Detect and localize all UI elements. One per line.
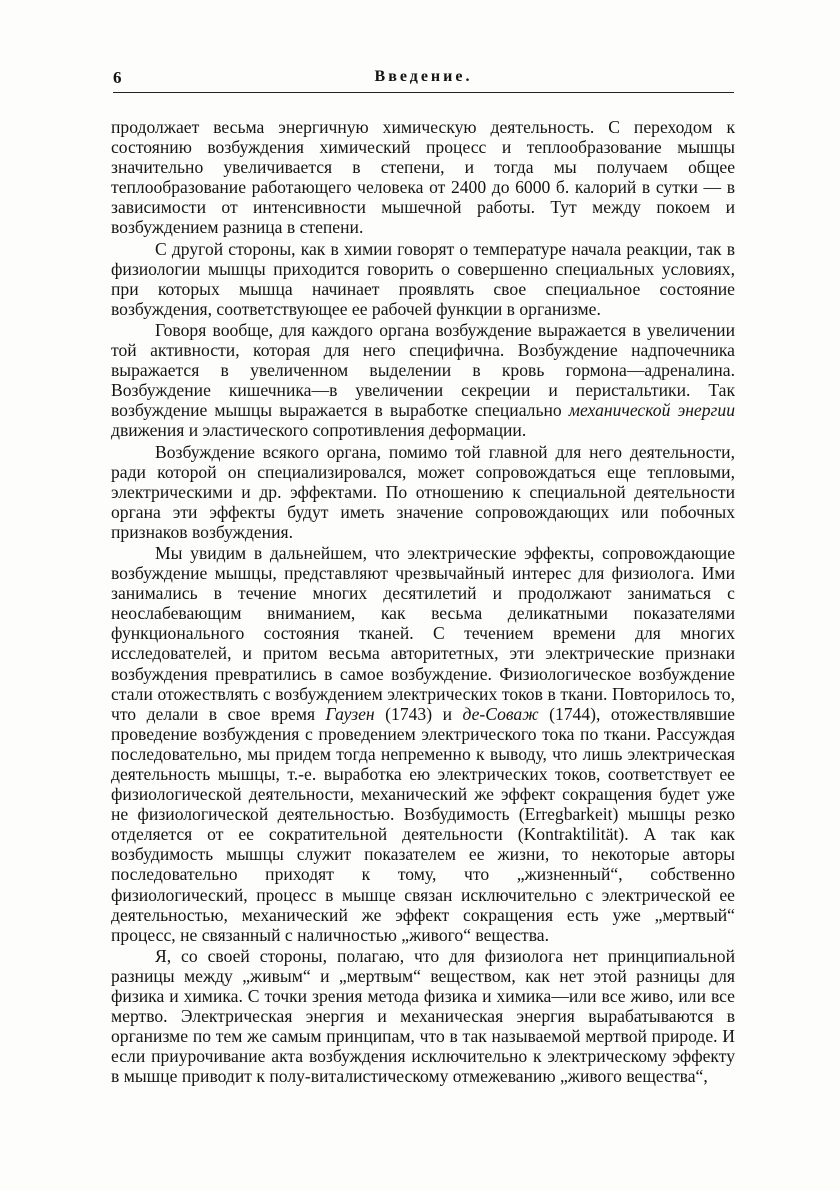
paragraph-3 [111, 320, 735, 441]
paragraph-2 [111, 239, 735, 319]
italic-text-run: механической энергии [568, 400, 735, 421]
paragraph-1 [111, 117, 735, 238]
text-run: Мы увидим в дальнейшем, что электрические эффекты, сопровождающие возбуждение мышцы, представляют чрезвычайный интерес для физиолога. Ими занимались в течение многих десятилетий и продолжают заниматься с неослабевающим вниманием, как весьма деликатными показателями функционального состояния тканей. С течением времени для многих исследователей, и притом весьма авторитетных, эти электрические признаки возбуждения превратились в самое возбуждение. Физиологическое возбуждение стали отожествлять с возбуждением электрических токов в ткани. Повторилось то, что делали в свое время [111, 542, 735, 724]
page-header [113, 66, 734, 93]
paragraph-4 [111, 442, 735, 542]
italic-text-run: Гаузен [325, 703, 375, 724]
text-run: движения и эластического сопротивления деформации. [111, 420, 527, 441]
text-run: продолжает весьма энергичную химическую деятельность. С переходом к состоянию возбуждения химический процесс и теплообразование мышцы значительно увеличивается в степени, и тогда мы получаем общее теплообразование работающего человека от 2400 до 6000 б. калорий в сутки — в зависимости от интенсивности мышечной работы. Тут между покоем и возбуждением разница в степени. [111, 117, 735, 238]
paragraph-5 [111, 543, 735, 945]
text-run: С другой стороны, как в химии говорят о температуре начала реакции, так в физиологии мышцы приходится говорить о совершенно специальных условиях, при которых мышца начинает проявлять свое специальное состояние возбуждения, соответствующее ее рабочей функции в организме. [111, 238, 735, 319]
italic-text-run: де-Соваж [462, 703, 539, 724]
text-run: Возбуждение всякого органа, помимо той главной для него деятельности, ради которой он специализировался, может сопровождаться еще тепловыми, электрическими и др. эффектами. По отношению к специальной деятельности органа эти эффекты будут иметь значение сопровождающих или побочных признаков возбуждения. [111, 441, 735, 542]
body-text [111, 117, 735, 1087]
text-run: (1744), отожествлявшие проведение возбуждения с проведением электрического тока по ткани. Рассуждая последовательно, мы придем тогда непременно к выводу, что лишь электрическая деятельность мышцы, т.-е. выработка ею электрических токов, соответствует ее физиологической деятельности, механический же эффект сокращения будет уже не физиологической деятельностью. Возбудимость (Erregbarkeit) мышцы резко отделяется от ее сократительной деятельности (Kontraktilität). А так как возбудимость мышцы служит показателем ее жизни, то некоторые авторы последовательно приходят к тому, что „жизненный“, собственно физиологический, процесс в мышце связан исключительно с электрической ее деятельностью, механический же эффект сокращения есть уже „мертвый“ процесс, не связанный с наличностью „живого“ вещества. [111, 703, 735, 945]
text-run: (1743) и [374, 703, 463, 724]
text-run: Говоря вообще, для каждого органа возбуждение выражается в увеличении той активности, которая для него специфична. Возбуждение надпочечника выражается в увеличенном выделении в кровь гормона—адреналина. Возбуждение кишечника—в увеличении секреции и перистальтики. Так возбуждение мышцы выражается в выработке специально [111, 319, 735, 421]
text-run: Я, со своей стороны, полагаю, что для физиолога нет принципиальной разницы между „живым“ и „мертвым“ веществом, как нет этой разницы для физика и химика. С точки зрения метода физика и химика—или все живо, или все мертво. Электрическая энергия и механическая энергия вырабатываются в организме по тем же самым принципам, что в так называемой мертвой природе. И если приурочивание акта возбуждения исключительно к электрическому эффекту в мышце приводит к полу-виталистическому отмежеванию „живого вещества“, [111, 945, 735, 1087]
running-title: Введение. [374, 68, 473, 85]
paragraph-6 [111, 946, 735, 1087]
page-number: 6 [113, 68, 122, 87]
